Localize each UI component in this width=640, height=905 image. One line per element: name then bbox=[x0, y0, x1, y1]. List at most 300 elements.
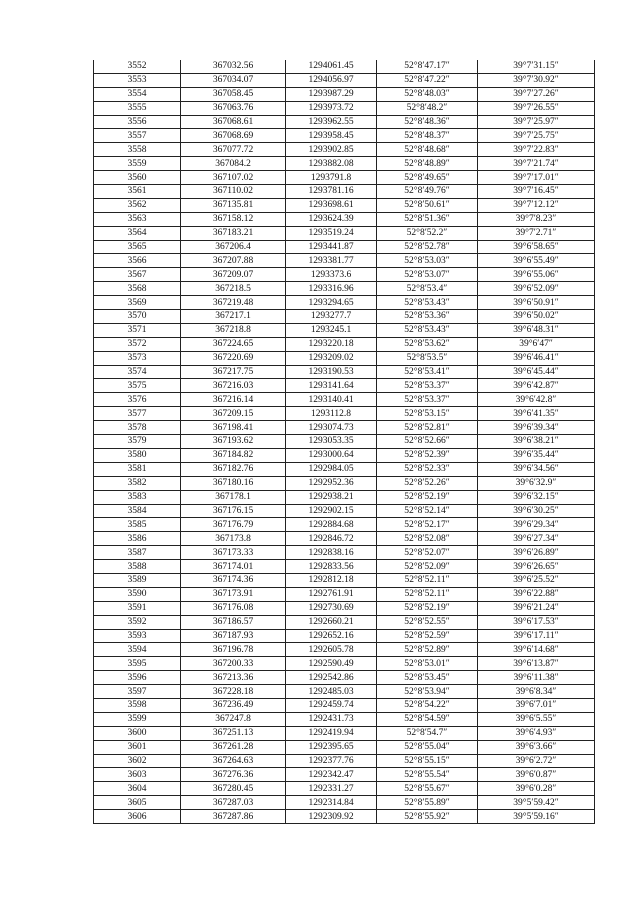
latitude-cell: 52°8′52.11″ bbox=[377, 573, 478, 587]
point-number-cell: 3602 bbox=[94, 754, 181, 768]
point-number-cell: 3573 bbox=[94, 351, 181, 365]
latitude-cell: 52°8′48.36″ bbox=[377, 115, 478, 129]
latitude-cell: 52°8′52.14″ bbox=[377, 504, 478, 518]
y-coordinate-cell: 1294056.97 bbox=[286, 73, 377, 87]
longitude-cell: 39°6′50.02″ bbox=[478, 310, 595, 324]
longitude-cell: 39°6′46.41″ bbox=[478, 351, 595, 365]
x-coordinate-cell: 367058.45 bbox=[181, 87, 286, 101]
x-coordinate-cell: 367206.4 bbox=[181, 240, 286, 254]
longitude-cell: 39°6′30.25″ bbox=[478, 504, 595, 518]
table-row bbox=[94, 129, 595, 143]
y-coordinate-cell: 1292431.73 bbox=[286, 712, 377, 726]
y-coordinate-cell: 1293140.41 bbox=[286, 393, 377, 407]
longitude-cell: 39°7′16.45″ bbox=[478, 185, 595, 199]
x-coordinate-cell: 367135.81 bbox=[181, 198, 286, 212]
longitude-cell: 39°6′21.24″ bbox=[478, 601, 595, 615]
point-number-cell: 3576 bbox=[94, 393, 181, 407]
y-coordinate-cell: 1292902.15 bbox=[286, 504, 377, 518]
table-row bbox=[94, 504, 595, 518]
table-row bbox=[94, 254, 595, 268]
x-coordinate-cell: 367068.69 bbox=[181, 129, 286, 143]
y-coordinate-cell: 1292459.74 bbox=[286, 698, 377, 712]
latitude-cell: 52°8′51.36″ bbox=[377, 212, 478, 226]
y-coordinate-cell: 1292761.91 bbox=[286, 587, 377, 601]
coordinate-table-body bbox=[94, 60, 595, 823]
point-number-cell: 3556 bbox=[94, 115, 181, 129]
point-number-cell: 3599 bbox=[94, 712, 181, 726]
point-number-cell: 3561 bbox=[94, 185, 181, 199]
y-coordinate-cell: 1293962.55 bbox=[286, 115, 377, 129]
point-number-cell: 3583 bbox=[94, 490, 181, 504]
latitude-cell: 52°8′52.26″ bbox=[377, 476, 478, 490]
table-row bbox=[94, 448, 595, 462]
longitude-cell: 39°6′48.31″ bbox=[478, 323, 595, 337]
latitude-cell: 52°8′52.55″ bbox=[377, 615, 478, 629]
x-coordinate-cell: 367200.33 bbox=[181, 657, 286, 671]
coordinate-table-page bbox=[93, 60, 594, 824]
x-coordinate-cell: 367217.1 bbox=[181, 310, 286, 324]
point-number-cell: 3597 bbox=[94, 685, 181, 699]
longitude-cell: 39°7′8.23″ bbox=[478, 212, 595, 226]
table-row bbox=[94, 629, 595, 643]
longitude-cell: 39°6′8.34″ bbox=[478, 685, 595, 699]
point-number-cell: 3562 bbox=[94, 198, 181, 212]
y-coordinate-cell: 1292314.84 bbox=[286, 796, 377, 810]
y-coordinate-cell: 1292846.72 bbox=[286, 532, 377, 546]
longitude-cell: 39°6′41.35″ bbox=[478, 407, 595, 421]
point-number-cell: 3569 bbox=[94, 296, 181, 310]
table-row bbox=[94, 435, 595, 449]
y-coordinate-cell: 1293791.8 bbox=[286, 171, 377, 185]
point-number-cell: 3586 bbox=[94, 532, 181, 546]
table-row bbox=[94, 115, 595, 129]
latitude-cell: 52°8′49.65″ bbox=[377, 171, 478, 185]
longitude-cell: 39°6′29.34″ bbox=[478, 518, 595, 532]
latitude-cell: 52°8′52.2″ bbox=[377, 226, 478, 240]
longitude-cell: 39°6′50.91″ bbox=[478, 296, 595, 310]
longitude-cell: 39°6′52.09″ bbox=[478, 282, 595, 296]
y-coordinate-cell: 1293190.53 bbox=[286, 365, 377, 379]
latitude-cell: 52°8′52.19″ bbox=[377, 490, 478, 504]
longitude-cell: 39°6′13.87″ bbox=[478, 657, 595, 671]
x-coordinate-cell: 367220.69 bbox=[181, 351, 286, 365]
longitude-cell: 39°6′14.68″ bbox=[478, 643, 595, 657]
table-row bbox=[94, 476, 595, 490]
y-coordinate-cell: 1292309.92 bbox=[286, 810, 377, 824]
point-number-cell: 3579 bbox=[94, 435, 181, 449]
table-row bbox=[94, 782, 595, 796]
point-number-cell: 3563 bbox=[94, 212, 181, 226]
latitude-cell: 52°8′48.89″ bbox=[377, 157, 478, 171]
x-coordinate-cell: 367186.57 bbox=[181, 615, 286, 629]
y-coordinate-cell: 1293987.29 bbox=[286, 87, 377, 101]
x-coordinate-cell: 367077.72 bbox=[181, 143, 286, 157]
latitude-cell: 52°8′48.03″ bbox=[377, 87, 478, 101]
latitude-cell: 52°8′55.89″ bbox=[377, 796, 478, 810]
x-coordinate-cell: 367193.62 bbox=[181, 435, 286, 449]
table-row bbox=[94, 462, 595, 476]
x-coordinate-cell: 367198.41 bbox=[181, 421, 286, 435]
point-number-cell: 3560 bbox=[94, 171, 181, 185]
table-row bbox=[94, 490, 595, 504]
table-row bbox=[94, 323, 595, 337]
x-coordinate-cell: 367068.61 bbox=[181, 115, 286, 129]
latitude-cell: 52°8′54.7″ bbox=[377, 726, 478, 740]
y-coordinate-cell: 1293245.1 bbox=[286, 323, 377, 337]
point-number-cell: 3606 bbox=[94, 810, 181, 824]
latitude-cell: 52°8′52.07″ bbox=[377, 546, 478, 560]
latitude-cell: 52°8′52.09″ bbox=[377, 560, 478, 574]
table-row bbox=[94, 740, 595, 754]
latitude-cell: 52°8′53.41″ bbox=[377, 365, 478, 379]
table-row bbox=[94, 698, 595, 712]
x-coordinate-cell: 367174.36 bbox=[181, 573, 286, 587]
y-coordinate-cell: 1293112.8 bbox=[286, 407, 377, 421]
latitude-cell: 52°8′47.17″ bbox=[377, 60, 478, 73]
point-number-cell: 3570 bbox=[94, 310, 181, 324]
x-coordinate-cell: 367176.15 bbox=[181, 504, 286, 518]
x-coordinate-cell: 367207.88 bbox=[181, 254, 286, 268]
x-coordinate-cell: 367216.14 bbox=[181, 393, 286, 407]
longitude-cell: 39°6′38.21″ bbox=[478, 435, 595, 449]
y-coordinate-cell: 1293958.45 bbox=[286, 129, 377, 143]
latitude-cell: 52°8′52.11″ bbox=[377, 587, 478, 601]
longitude-cell: 39°6′55.06″ bbox=[478, 268, 595, 282]
x-coordinate-cell: 367236.49 bbox=[181, 698, 286, 712]
x-coordinate-cell: 367110.02 bbox=[181, 185, 286, 199]
latitude-cell: 52°8′52.19″ bbox=[377, 601, 478, 615]
latitude-cell: 52°8′54.59″ bbox=[377, 712, 478, 726]
x-coordinate-cell: 367209.15 bbox=[181, 407, 286, 421]
x-coordinate-cell: 367218.8 bbox=[181, 323, 286, 337]
point-number-cell: 3604 bbox=[94, 782, 181, 796]
point-number-cell: 3595 bbox=[94, 657, 181, 671]
longitude-cell: 39°6′17.11″ bbox=[478, 629, 595, 643]
latitude-cell: 52°8′52.59″ bbox=[377, 629, 478, 643]
longitude-cell: 39°6′25.52″ bbox=[478, 573, 595, 587]
x-coordinate-cell: 367084.2 bbox=[181, 157, 286, 171]
x-coordinate-cell: 367228.18 bbox=[181, 685, 286, 699]
point-number-cell: 3596 bbox=[94, 671, 181, 685]
y-coordinate-cell: 1292395.65 bbox=[286, 740, 377, 754]
point-number-cell: 3591 bbox=[94, 601, 181, 615]
x-coordinate-cell: 367107.02 bbox=[181, 171, 286, 185]
longitude-cell: 39°6′4.93″ bbox=[478, 726, 595, 740]
longitude-cell: 39°6′34.56″ bbox=[478, 462, 595, 476]
point-number-cell: 3589 bbox=[94, 573, 181, 587]
point-number-cell: 3572 bbox=[94, 337, 181, 351]
longitude-cell: 39°7′27.26″ bbox=[478, 87, 595, 101]
x-coordinate-cell: 367264.63 bbox=[181, 754, 286, 768]
y-coordinate-cell: 1293781.16 bbox=[286, 185, 377, 199]
point-number-cell: 3575 bbox=[94, 379, 181, 393]
table-row bbox=[94, 560, 595, 574]
longitude-cell: 39°6′39.34″ bbox=[478, 421, 595, 435]
x-coordinate-cell: 367032.56 bbox=[181, 60, 286, 73]
x-coordinate-cell: 367217.75 bbox=[181, 365, 286, 379]
latitude-cell: 52°8′50.61″ bbox=[377, 198, 478, 212]
point-number-cell: 3565 bbox=[94, 240, 181, 254]
longitude-cell: 39°7′12.12″ bbox=[478, 198, 595, 212]
table-row bbox=[94, 712, 595, 726]
y-coordinate-cell: 1292605.78 bbox=[286, 643, 377, 657]
y-coordinate-cell: 1292938.21 bbox=[286, 490, 377, 504]
x-coordinate-cell: 367209.07 bbox=[181, 268, 286, 282]
y-coordinate-cell: 1293902.85 bbox=[286, 143, 377, 157]
y-coordinate-cell: 1292984.05 bbox=[286, 462, 377, 476]
point-number-cell: 3581 bbox=[94, 462, 181, 476]
point-number-cell: 3601 bbox=[94, 740, 181, 754]
table-row bbox=[94, 587, 595, 601]
point-number-cell: 3580 bbox=[94, 448, 181, 462]
point-number-cell: 3588 bbox=[94, 560, 181, 574]
x-coordinate-cell: 367173.91 bbox=[181, 587, 286, 601]
table-row bbox=[94, 296, 595, 310]
y-coordinate-cell: 1293519.24 bbox=[286, 226, 377, 240]
longitude-cell: 39°6′55.49″ bbox=[478, 254, 595, 268]
table-row bbox=[94, 226, 595, 240]
y-coordinate-cell: 1292660.21 bbox=[286, 615, 377, 629]
x-coordinate-cell: 367287.03 bbox=[181, 796, 286, 810]
table-row bbox=[94, 171, 595, 185]
y-coordinate-cell: 1293441.87 bbox=[286, 240, 377, 254]
table-row bbox=[94, 101, 595, 115]
x-coordinate-cell: 367174.01 bbox=[181, 560, 286, 574]
table-row bbox=[94, 518, 595, 532]
y-coordinate-cell: 1293698.61 bbox=[286, 198, 377, 212]
latitude-cell: 52°8′53.43″ bbox=[377, 323, 478, 337]
table-row bbox=[94, 421, 595, 435]
latitude-cell: 52°8′53.15″ bbox=[377, 407, 478, 421]
y-coordinate-cell: 1292342.47 bbox=[286, 768, 377, 782]
point-number-cell: 3590 bbox=[94, 587, 181, 601]
point-number-cell: 3593 bbox=[94, 629, 181, 643]
y-coordinate-cell: 1292730.69 bbox=[286, 601, 377, 615]
point-number-cell: 3584 bbox=[94, 504, 181, 518]
point-number-cell: 3603 bbox=[94, 768, 181, 782]
latitude-cell: 52°8′52.81″ bbox=[377, 421, 478, 435]
x-coordinate-cell: 367180.16 bbox=[181, 476, 286, 490]
longitude-cell: 39°7′26.55″ bbox=[478, 101, 595, 115]
longitude-cell: 39°6′22.88″ bbox=[478, 587, 595, 601]
y-coordinate-cell: 1292485.03 bbox=[286, 685, 377, 699]
longitude-cell: 39°7′17.01″ bbox=[478, 171, 595, 185]
latitude-cell: 52°8′55.92″ bbox=[377, 810, 478, 824]
x-coordinate-cell: 367196.78 bbox=[181, 643, 286, 657]
point-number-cell: 3577 bbox=[94, 407, 181, 421]
x-coordinate-cell: 367247.8 bbox=[181, 712, 286, 726]
table-row bbox=[94, 379, 595, 393]
y-coordinate-cell: 1293220.18 bbox=[286, 337, 377, 351]
longitude-cell: 39°7′31.15″ bbox=[478, 60, 595, 73]
longitude-cell: 39°6′26.65″ bbox=[478, 560, 595, 574]
y-coordinate-cell: 1293882.08 bbox=[286, 157, 377, 171]
table-row bbox=[94, 337, 595, 351]
x-coordinate-cell: 367063.76 bbox=[181, 101, 286, 115]
table-row bbox=[94, 796, 595, 810]
longitude-cell: 39°7′25.97″ bbox=[478, 115, 595, 129]
latitude-cell: 52°8′53.94″ bbox=[377, 685, 478, 699]
point-number-cell: 3598 bbox=[94, 698, 181, 712]
longitude-cell: 39°6′0.87″ bbox=[478, 768, 595, 782]
y-coordinate-cell: 1292952.36 bbox=[286, 476, 377, 490]
x-coordinate-cell: 367173.8 bbox=[181, 532, 286, 546]
point-number-cell: 3592 bbox=[94, 615, 181, 629]
latitude-cell: 52°8′55.04″ bbox=[377, 740, 478, 754]
table-row bbox=[94, 615, 595, 629]
latitude-cell: 52°8′52.08″ bbox=[377, 532, 478, 546]
y-coordinate-cell: 1293000.64 bbox=[286, 448, 377, 462]
y-coordinate-cell: 1292542.86 bbox=[286, 671, 377, 685]
longitude-cell: 39°7′30.92″ bbox=[478, 73, 595, 87]
table-row bbox=[94, 310, 595, 324]
point-number-cell: 3600 bbox=[94, 726, 181, 740]
table-row bbox=[94, 351, 595, 365]
latitude-cell: 52°8′54.22″ bbox=[377, 698, 478, 712]
table-row bbox=[94, 212, 595, 226]
x-coordinate-cell: 367187.93 bbox=[181, 629, 286, 643]
point-number-cell: 3557 bbox=[94, 129, 181, 143]
point-number-cell: 3585 bbox=[94, 518, 181, 532]
y-coordinate-cell: 1293973.72 bbox=[286, 101, 377, 115]
point-number-cell: 3553 bbox=[94, 73, 181, 87]
latitude-cell: 52°8′53.37″ bbox=[377, 393, 478, 407]
point-number-cell: 3574 bbox=[94, 365, 181, 379]
y-coordinate-cell: 1293053.35 bbox=[286, 435, 377, 449]
latitude-cell: 52°8′53.07″ bbox=[377, 268, 478, 282]
table-row bbox=[94, 240, 595, 254]
table-row bbox=[94, 407, 595, 421]
table-row bbox=[94, 573, 595, 587]
table-row bbox=[94, 365, 595, 379]
x-coordinate-cell: 367261.28 bbox=[181, 740, 286, 754]
latitude-cell: 52°8′52.78″ bbox=[377, 240, 478, 254]
table-row bbox=[94, 657, 595, 671]
latitude-cell: 52°8′53.37″ bbox=[377, 379, 478, 393]
latitude-cell: 52°8′55.15″ bbox=[377, 754, 478, 768]
latitude-cell: 52°8′47.22″ bbox=[377, 73, 478, 87]
table-row bbox=[94, 754, 595, 768]
table-row bbox=[94, 532, 595, 546]
table-row bbox=[94, 393, 595, 407]
point-number-cell: 3571 bbox=[94, 323, 181, 337]
table-row bbox=[94, 157, 595, 171]
latitude-cell: 52°8′53.5″ bbox=[377, 351, 478, 365]
longitude-cell: 39°5′59.42″ bbox=[478, 796, 595, 810]
y-coordinate-cell: 1293074.73 bbox=[286, 421, 377, 435]
x-coordinate-cell: 367276.36 bbox=[181, 768, 286, 782]
point-number-cell: 3564 bbox=[94, 226, 181, 240]
longitude-cell: 39°7′21.74″ bbox=[478, 157, 595, 171]
table-row bbox=[94, 726, 595, 740]
x-coordinate-cell: 367280.45 bbox=[181, 782, 286, 796]
longitude-cell: 39°6′7.01″ bbox=[478, 698, 595, 712]
table-row bbox=[94, 546, 595, 560]
table-row bbox=[94, 643, 595, 657]
x-coordinate-cell: 367216.03 bbox=[181, 379, 286, 393]
latitude-cell: 52°8′49.76″ bbox=[377, 185, 478, 199]
latitude-cell: 52°8′55.67″ bbox=[377, 782, 478, 796]
y-coordinate-cell: 1292590.49 bbox=[286, 657, 377, 671]
latitude-cell: 52°8′53.45″ bbox=[377, 671, 478, 685]
longitude-cell: 39°6′32.15″ bbox=[478, 490, 595, 504]
latitude-cell: 52°8′53.36″ bbox=[377, 310, 478, 324]
x-coordinate-cell: 367251.13 bbox=[181, 726, 286, 740]
point-number-cell: 3578 bbox=[94, 421, 181, 435]
latitude-cell: 52°8′53.62″ bbox=[377, 337, 478, 351]
point-number-cell: 3567 bbox=[94, 268, 181, 282]
longitude-cell: 39°6′35.44″ bbox=[478, 448, 595, 462]
point-number-cell: 3558 bbox=[94, 143, 181, 157]
y-coordinate-cell: 1292884.68 bbox=[286, 518, 377, 532]
latitude-cell: 52°8′52.66″ bbox=[377, 435, 478, 449]
table-row bbox=[94, 60, 595, 73]
latitude-cell: 52°8′48.37″ bbox=[377, 129, 478, 143]
longitude-cell: 39°5′59.16″ bbox=[478, 810, 595, 824]
longitude-cell: 39°7′25.75″ bbox=[478, 129, 595, 143]
latitude-cell: 52°8′53.4″ bbox=[377, 282, 478, 296]
x-coordinate-cell: 367178.1 bbox=[181, 490, 286, 504]
x-coordinate-cell: 367176.79 bbox=[181, 518, 286, 532]
x-coordinate-cell: 367173.33 bbox=[181, 546, 286, 560]
table-row bbox=[94, 268, 595, 282]
point-number-cell: 3566 bbox=[94, 254, 181, 268]
table-row bbox=[94, 73, 595, 87]
x-coordinate-cell: 367182.76 bbox=[181, 462, 286, 476]
x-coordinate-cell: 367176.08 bbox=[181, 601, 286, 615]
longitude-cell: 39°7′2.71″ bbox=[478, 226, 595, 240]
y-coordinate-cell: 1293294.65 bbox=[286, 296, 377, 310]
latitude-cell: 52°8′48.68″ bbox=[377, 143, 478, 157]
longitude-cell: 39°6′11.38″ bbox=[478, 671, 595, 685]
table-row bbox=[94, 198, 595, 212]
longitude-cell: 39°6′42.87″ bbox=[478, 379, 595, 393]
y-coordinate-cell: 1292812.18 bbox=[286, 573, 377, 587]
y-coordinate-cell: 1293381.77 bbox=[286, 254, 377, 268]
table-row bbox=[94, 768, 595, 782]
x-coordinate-cell: 367034.07 bbox=[181, 73, 286, 87]
longitude-cell: 39°6′42.8″ bbox=[478, 393, 595, 407]
x-coordinate-cell: 367287.86 bbox=[181, 810, 286, 824]
x-coordinate-cell: 367213.36 bbox=[181, 671, 286, 685]
y-coordinate-cell: 1293373.6 bbox=[286, 268, 377, 282]
y-coordinate-cell: 1293141.64 bbox=[286, 379, 377, 393]
y-coordinate-cell: 1293624.39 bbox=[286, 212, 377, 226]
y-coordinate-cell: 1293209.02 bbox=[286, 351, 377, 365]
latitude-cell: 52°8′53.03″ bbox=[377, 254, 478, 268]
point-number-cell: 3554 bbox=[94, 87, 181, 101]
x-coordinate-cell: 367184.82 bbox=[181, 448, 286, 462]
point-number-cell: 3559 bbox=[94, 157, 181, 171]
longitude-cell: 39°6′3.66″ bbox=[478, 740, 595, 754]
x-coordinate-cell: 367219.48 bbox=[181, 296, 286, 310]
coordinate-table bbox=[93, 60, 595, 824]
y-coordinate-cell: 1292377.76 bbox=[286, 754, 377, 768]
latitude-cell: 52°8′48.2″ bbox=[377, 101, 478, 115]
y-coordinate-cell: 1292331.27 bbox=[286, 782, 377, 796]
x-coordinate-cell: 367224.65 bbox=[181, 337, 286, 351]
y-coordinate-cell: 1293316.96 bbox=[286, 282, 377, 296]
longitude-cell: 39°7′22.83″ bbox=[478, 143, 595, 157]
y-coordinate-cell: 1292833.56 bbox=[286, 560, 377, 574]
table-row bbox=[94, 282, 595, 296]
longitude-cell: 39°6′32.9″ bbox=[478, 476, 595, 490]
table-row bbox=[94, 87, 595, 101]
x-coordinate-cell: 367158.12 bbox=[181, 212, 286, 226]
point-number-cell: 3587 bbox=[94, 546, 181, 560]
point-number-cell: 3552 bbox=[94, 60, 181, 73]
table-row bbox=[94, 185, 595, 199]
